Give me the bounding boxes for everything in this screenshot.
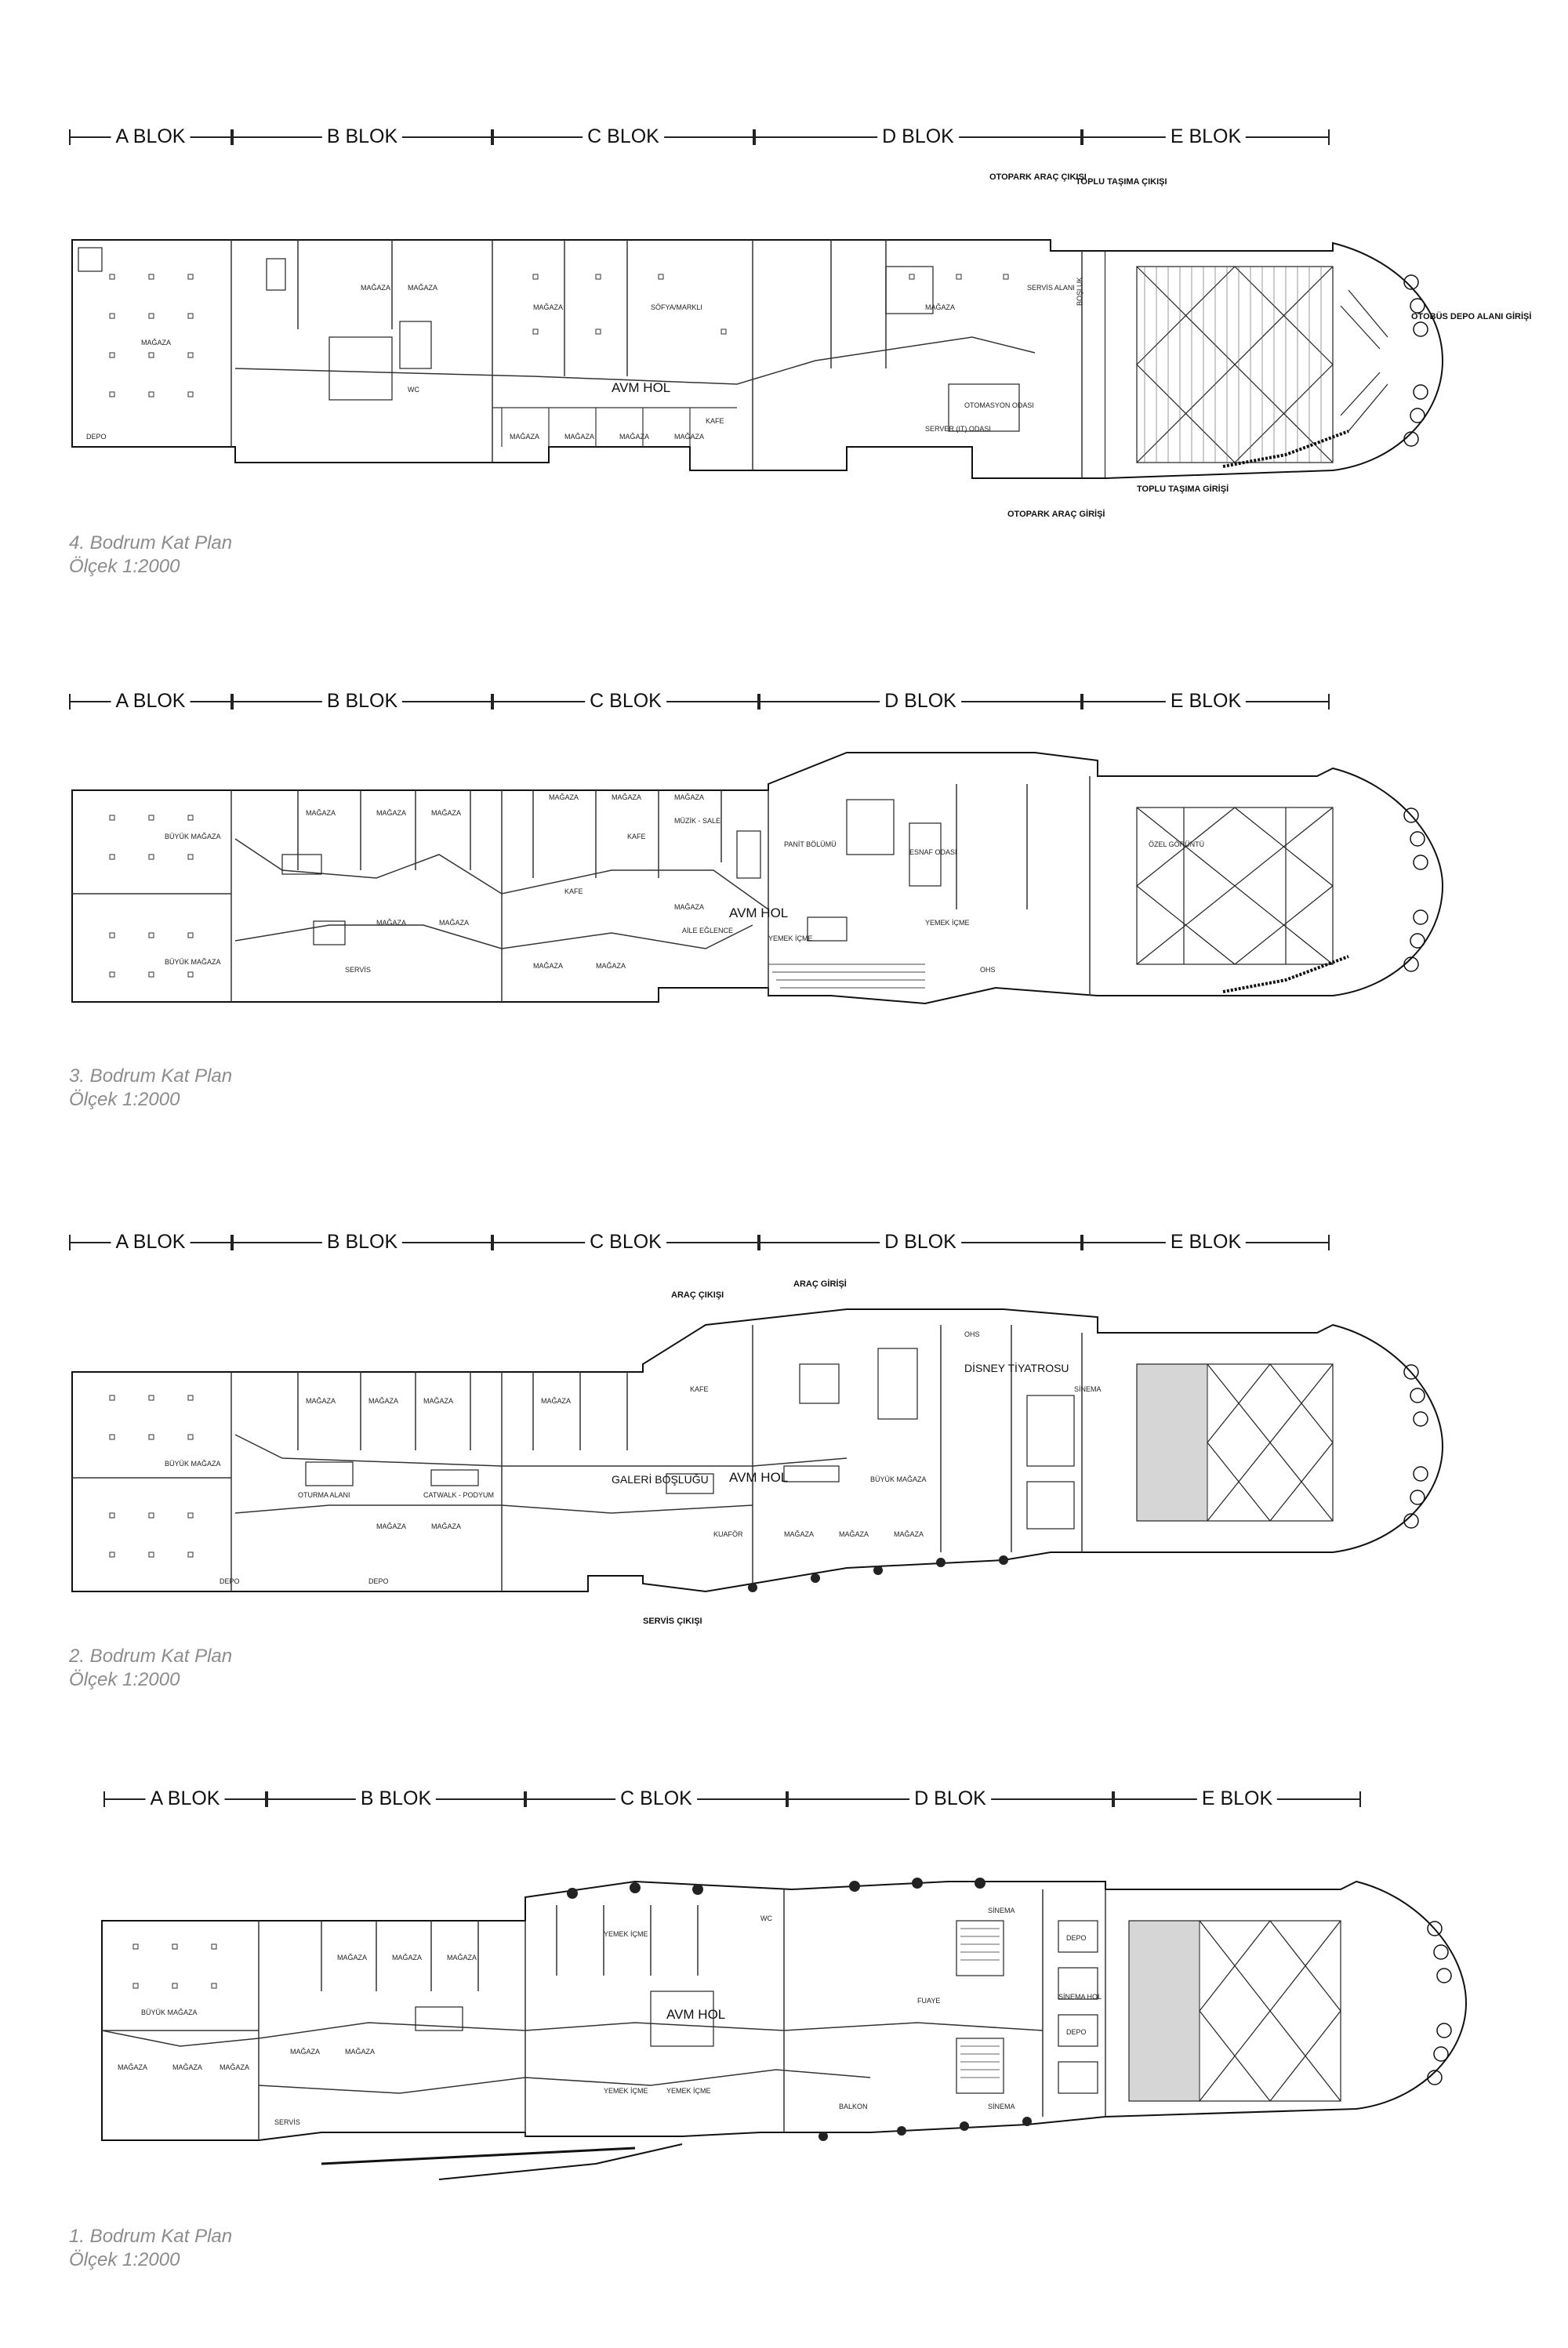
block-dimension-c: C BLOK	[492, 690, 759, 713]
shop-label: MAĞAZA	[376, 919, 407, 927]
shop-label: MAĞAZA	[674, 433, 705, 441]
shop-label: MAĞAZA	[306, 809, 336, 817]
hall-label: AVM HOL	[729, 905, 789, 920]
room-label-server: SERVER (IT) ODASI	[925, 425, 991, 433]
room-label-yemek: YEMEK İÇME	[604, 1930, 648, 1938]
shop-label: MAĞAZA	[533, 303, 564, 311]
shop-label: MAĞAZA	[376, 809, 407, 817]
shop-label: MAĞAZA	[541, 1397, 572, 1405]
room-label-fuaye: FUAYE	[917, 1997, 941, 2005]
room-label-depo: DEPO	[86, 433, 107, 441]
room-label-buyuk: BÜYÜK MAĞAZA	[165, 958, 221, 966]
annotation-vehicle-entry: ARAÇ GİRİŞİ	[793, 1279, 847, 1289]
block-dimension-b: B BLOK	[232, 690, 492, 713]
shop-label: MAĞAZA	[510, 433, 540, 441]
room-label-wc: WC	[408, 386, 419, 394]
floor-plan-svg	[63, 172, 1505, 596]
plan-caption: 3. Bodrum Kat Plan Ölçek 1:2000	[69, 1065, 233, 1110]
room-label-kafe: KAFE	[564, 887, 583, 895]
room-label-servis: SERVİS ALANI	[1027, 284, 1075, 292]
block-dimension-a: A BLOK	[69, 1231, 232, 1254]
block-dimension-c: C BLOK	[525, 1787, 787, 1811]
room-label-esnaf: ESNAF ODASI	[909, 848, 957, 856]
floor-plan-svg	[63, 737, 1505, 1082]
room-label-panel: PANİT BÖLÜMÜ	[784, 840, 837, 848]
room-label-depo: DEPO	[368, 1577, 389, 1585]
shop-label: MAĞAZA	[431, 809, 462, 817]
shop-label: MAĞAZA	[290, 2048, 321, 2056]
floor-plan-svg	[63, 1278, 1505, 1670]
shop-label: MAĞAZA	[784, 1530, 815, 1538]
block-dimension-e: E BLOK	[1082, 690, 1330, 713]
shop-label: MAĞAZA	[894, 1530, 924, 1538]
shop-label: MAĞAZA	[439, 919, 470, 927]
block-dimension-b: B BLOK	[232, 1231, 492, 1254]
block-dimension-e: E BLOK	[1082, 125, 1330, 149]
block-dimension-a: A BLOK	[69, 690, 232, 713]
room-label-kuafor: KUAFÖR	[713, 1530, 743, 1538]
shop-label: MAĞAZA	[674, 903, 705, 911]
room-label-muzik: MÜZİK - SALE	[674, 817, 721, 825]
room-label-kafe: KAFE	[706, 417, 724, 425]
shop-label: MAĞAZA	[172, 2063, 203, 2071]
shop-label: MAĞAZA	[423, 1397, 454, 1405]
block-dimension-e: E BLOK	[1082, 1231, 1330, 1254]
hall-label: AVM HOL	[666, 2007, 726, 2022]
shop-label: MAĞAZA	[345, 2048, 376, 2056]
block-dimension-d: D BLOK	[754, 125, 1082, 149]
shop-label: MAĞAZA	[549, 793, 579, 801]
room-label-yemek: YEMEK İÇME	[768, 934, 813, 942]
shop-label: MAĞAZA	[337, 1954, 368, 1962]
plan-caption: 2. Bodrum Kat Plan Ölçek 1:2000	[69, 1646, 233, 1690]
room-label-kafe: KAFE	[627, 833, 646, 840]
shop-label: MAĞAZA	[376, 1522, 407, 1530]
room-label-sinema: SİNEMA	[988, 1907, 1015, 1914]
plan-caption: 4. Bodrum Kat Plan Ölçek 1:2000	[69, 532, 233, 577]
room-label-galeri: GALERİ BOŞLUĞU	[612, 1473, 709, 1486]
room-label-balkon: BALKON	[839, 2103, 868, 2110]
shop-label: MAĞAZA	[431, 1522, 462, 1530]
annotation-vehicle-exit: ARAÇ ÇIKIŞI	[671, 1290, 724, 1300]
room-label-depo: DEPO	[1066, 2028, 1087, 2036]
shop-label: MAĞAZA	[447, 1954, 477, 1962]
block-dimension-e: E BLOK	[1113, 1787, 1361, 1811]
shop-label: MAĞAZA	[596, 962, 626, 970]
block-dimension-d: D BLOK	[759, 690, 1082, 713]
room-label-ohs: OHS	[980, 966, 996, 974]
room-label-buyuk: BÜYÜK MAĞAZA	[165, 833, 221, 840]
shop-label: MAĞAZA	[619, 433, 650, 441]
shop-label: MAĞAZA	[533, 962, 564, 970]
room-label-sinema: SİNEMA	[1074, 1385, 1102, 1393]
room-label-sinemahol: SİNEMA HOL	[1058, 1993, 1102, 2001]
shop-label: MAĞAZA	[141, 339, 172, 347]
block-dimension-d: D BLOK	[759, 1231, 1082, 1254]
shop-label: MAĞAZA	[118, 2063, 148, 2071]
room-label-disney: DİSNEY TİYATROSU	[964, 1362, 1069, 1374]
room-label-wc: WC	[760, 1914, 772, 1922]
room-label-servis: SERVİS	[274, 2118, 300, 2126]
hall-label: AVM HOL	[612, 380, 671, 395]
annotation-transit-exit: TOPLU TAŞIMA ÇIKIŞI	[1076, 177, 1167, 187]
annotation-transit-entry: TOPLU TAŞIMA GİRİŞİ	[1137, 484, 1229, 494]
room-label-sofy: SÖFYA/MARKLI	[651, 303, 702, 311]
room-label-catwalk: CATWALK - PODYUM	[423, 1491, 495, 1499]
room-label-yemek: YEMEK İÇME	[604, 2087, 648, 2095]
annotation-service-exit: SERVİS ÇIKIŞI	[643, 1617, 702, 1626]
block-dimension-c: C BLOK	[492, 1231, 759, 1254]
plan-caption: 1. Bodrum Kat Plan Ölçek 1:2000	[69, 2226, 233, 2270]
shop-label: MAĞAZA	[564, 433, 595, 441]
shop-label: MAĞAZA	[361, 284, 391, 292]
room-label-ohs: OHS	[964, 1330, 980, 1338]
shop-label: MAĞAZA	[306, 1397, 336, 1405]
room-label-otomasyon: OTOMASYON ODASI	[964, 401, 1034, 409]
room-label-bosluk: BOŞLUK	[1076, 277, 1083, 306]
floor-plan-svg	[86, 1834, 1529, 2226]
plan-3-bodrum	[0, 690, 1568, 1129]
room-label-oturma: OTURMA ALANI	[298, 1491, 350, 1499]
shop-label: MAĞAZA	[408, 284, 438, 292]
room-label-kafe: KAFE	[690, 1385, 709, 1393]
room-label-aile: AİLE EĞLENCE	[682, 927, 734, 934]
shop-label: MAĞAZA	[368, 1397, 399, 1405]
block-dimension-a: A BLOK	[69, 125, 232, 149]
block-dimension-d: D BLOK	[787, 1787, 1113, 1811]
floor-plan-drawing	[63, 172, 1505, 596]
shop-label: MAĞAZA	[839, 1530, 869, 1538]
annotation-bus-depot: OTOBÜS DEPO ALANI GİRİŞİ	[1411, 312, 1532, 321]
floor-plan-drawing	[86, 1834, 1529, 2226]
block-dimension-c: C BLOK	[492, 125, 754, 149]
room-label-ozel: ÖZEL GÖRÜNTÜ	[1149, 840, 1205, 848]
plan-4-bodrum	[0, 125, 1568, 611]
plan-1-bodrum	[0, 1787, 1568, 2289]
room-label-yemek: YEMEK İÇME	[925, 919, 970, 927]
block-dimension-b: B BLOK	[232, 125, 492, 149]
shop-label: MAĞAZA	[220, 2063, 250, 2071]
room-label-buyuk: BÜYÜK MAĞAZA	[165, 1460, 221, 1468]
room-label-depo: DEPO	[220, 1577, 240, 1585]
room-label-yemek: YEMEK İÇME	[666, 2087, 711, 2095]
annotation-parking-entry: OTOPARK ARAÇ GİRİŞİ	[1007, 510, 1105, 519]
room-label-sinema: SİNEMA	[988, 2103, 1015, 2110]
block-dimension-b: B BLOK	[267, 1787, 525, 1811]
annotation-parking-exit: OTOPARK ARAÇ ÇIKIŞI	[989, 172, 1087, 182]
shop-label: MAĞAZA	[392, 1954, 423, 1962]
shop-label: MAĞAZA	[925, 303, 956, 311]
hall-label: AVM HOL	[729, 1470, 789, 1485]
room-label-servis: SERVİS	[345, 966, 371, 974]
room-label-depo: DEPO	[1066, 1934, 1087, 1942]
plan-2-bodrum	[0, 1231, 1568, 1717]
shop-label: MAĞAZA	[612, 793, 642, 801]
floor-plan-drawing	[63, 1278, 1505, 1670]
room-label-buyuk: BÜYÜK MAĞAZA	[141, 2009, 198, 2016]
room-label-buyuk: BÜYÜK MAĞAZA	[870, 1475, 927, 1483]
floor-plan-drawing	[63, 737, 1505, 1082]
shop-label: MAĞAZA	[674, 793, 705, 801]
block-dimension-a: A BLOK	[103, 1787, 267, 1811]
